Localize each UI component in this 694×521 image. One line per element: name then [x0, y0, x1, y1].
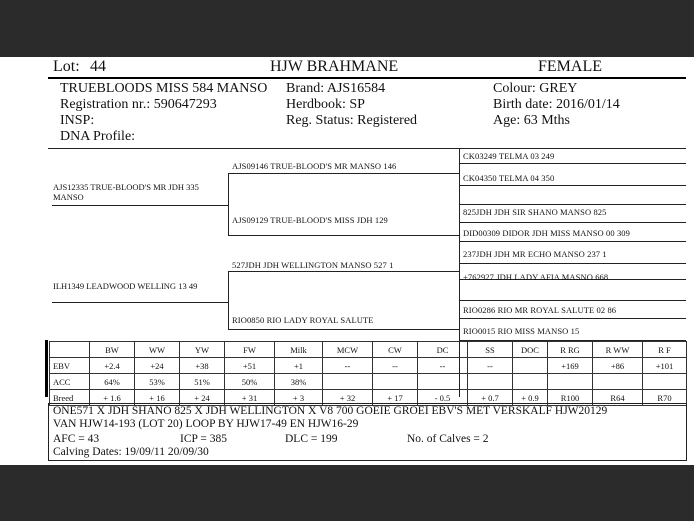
breed-cell: R70 [643, 390, 687, 406]
pedigree-ggp: 825JDH JDH SIR SHANO MANSO 825 [463, 207, 607, 217]
sire-line [52, 205, 228, 206]
ebv-cell: +1 [275, 358, 323, 374]
sire-bracket [228, 173, 229, 235]
calves-count: No. of Calves = 2 [407, 433, 489, 445]
acc-cell: 50% [225, 374, 275, 390]
header-divider [48, 77, 686, 79]
calving-dates: Calving Dates: 19/09/11 20/09/30 [53, 446, 209, 458]
lot-number: 44 [90, 58, 106, 75]
ebv-header-cell: CW [373, 342, 418, 358]
breed-cell: R64 [593, 390, 643, 406]
dna-profile: DNA Profile: [60, 129, 136, 144]
breed-cell: + 31 [225, 390, 275, 406]
ebv-cell: +51 [225, 358, 275, 374]
pedigree-sire-dam: AJS09129 TRUE-BLOOD'S MISS JDH 129 [232, 215, 388, 225]
herdbook: Herdbook: SP [286, 97, 365, 112]
breed-cell: + 32 [323, 390, 373, 406]
ebv-header-cell: WW [135, 342, 180, 358]
ggp-line [459, 204, 686, 205]
colour: Colour: GREY [493, 81, 578, 96]
catalogue-page [0, 57, 694, 465]
pedigree-dam-dam: RIO0850 RIO LADY ROYAL SALUTE [232, 315, 374, 325]
breed-cell: + 17 [373, 390, 418, 406]
pedigree-sire-sire: AJS09146 TRUE-BLOOD'S MR MANSO 146 [232, 161, 397, 171]
acc-cell [468, 374, 513, 390]
ebv-row [50, 358, 687, 374]
notes-bottom-border [48, 460, 687, 461]
acc-cell [323, 374, 373, 390]
ebv-header-cell: BW [90, 342, 135, 358]
brand: Brand: AJS16584 [286, 81, 386, 96]
acc-cell: 51% [180, 374, 225, 390]
dam-bracket [228, 271, 229, 329]
ebv-cell: +101 [643, 358, 687, 374]
acc-cell [373, 374, 418, 390]
ebv-cell: +169 [548, 358, 593, 374]
pedigree-ggp: CK03249 TELMA 03 249 [463, 151, 555, 161]
sire-sire-line [228, 173, 459, 174]
ebv-header-cell: DC [418, 342, 468, 358]
acc-cell: 38% [275, 374, 323, 390]
pedigree-ggp: +762927 JDH LADY AFIA MASNO 668 [463, 272, 609, 282]
ggp-line [459, 185, 686, 186]
acc-cell: 64% [90, 374, 135, 390]
ebv-header-cell: FW [225, 342, 275, 358]
ebv-header-cell: R F [643, 342, 687, 358]
ebv-header-cell: SS [468, 342, 513, 358]
pedigree-ggp: RIO0015 RIO MISS MANSO 15 [463, 326, 580, 336]
ebv-cell: +86 [593, 358, 643, 374]
dam-sire-line [228, 271, 459, 272]
pedigree-dam-sire: 527JDH JDH WELLINGTON MANSO 527 1 [232, 260, 394, 270]
ebv-cell [513, 358, 548, 374]
dlc-value: DLC = 199 [285, 433, 338, 445]
acc-row-label: ACC [50, 374, 90, 390]
ggp-line [459, 300, 686, 301]
ebv-cell: +2.4 [90, 358, 135, 374]
ebv-cell: -- [323, 358, 373, 374]
section-bracket [45, 340, 48, 397]
ebv-cell: -- [468, 358, 513, 374]
ebv-row-label: EBV [50, 358, 90, 374]
pedigree-ggp: RIO0286 RIO MR ROYAL SALUTE 02 86 [463, 305, 617, 315]
acc-cell [548, 374, 593, 390]
breed-cell: + 0.7 [468, 390, 513, 406]
registration-status: Reg. Status: Registered [286, 113, 418, 128]
breed-cell: + 1.6 [90, 390, 135, 406]
animal-name: TRUEBLOODS MISS 584 MANSO [60, 81, 268, 96]
ebv-header-cell: DOC [513, 342, 548, 358]
ggp-line [459, 263, 686, 264]
ggp-line [459, 163, 686, 164]
acc-row [50, 374, 687, 390]
breed-cell: + 3 [275, 390, 323, 406]
ebv-header-row [50, 342, 687, 358]
breed-cell: R100 [548, 390, 593, 406]
ebv-header-cell: R RG [548, 342, 593, 358]
ebv-header-cell [50, 342, 90, 358]
acc-cell [418, 374, 468, 390]
ggp-line [459, 241, 686, 242]
breed-cell: + 16 [135, 390, 180, 406]
acc-cell [513, 374, 548, 390]
ebv-header-cell: MCW [323, 342, 373, 358]
breed-row-label: Breed [50, 390, 90, 406]
ebv-cell: -- [373, 358, 418, 374]
ebv-cell: +38 [180, 358, 225, 374]
ebv-header-cell: R WW [593, 342, 643, 358]
insp: INSP: [60, 113, 95, 128]
afc-value: AFC = 43 [53, 433, 100, 445]
pedigree-ggp: 237JDH JDH MR ECHO MANSO 237 1 [463, 249, 607, 259]
acc-cell [643, 374, 687, 390]
notes-divider [48, 403, 686, 404]
notes-line-1: ONE571 X JDH SHANO 825 X JDH WELLINGTON X V8 700 GOEIE GROEI EBV'S MET VERSKALF HJW20129 [53, 405, 608, 417]
birth-date: Birth date: 2016/01/14 [493, 97, 620, 112]
registration-number: Registration nr.: 590647293 [60, 97, 217, 112]
dam-line [52, 302, 228, 303]
ebv-cell: +24 [135, 358, 180, 374]
ggp-line [459, 318, 686, 319]
ggp-line [459, 222, 686, 223]
pedigree-dam: ILH1349 LEADWOOD WELLING 13 49 [53, 281, 198, 291]
notes-right-border [686, 403, 687, 460]
notes-line-2: VAN HJW14-193 (LOT 20) LOOP BY HJW17-49 EN HJW16-29 [53, 418, 359, 430]
sire-dam-line [228, 235, 459, 236]
ebv-header-cell: Milk [275, 342, 323, 358]
ebv-table [49, 341, 687, 406]
icp-value: ICP = 385 [180, 433, 227, 445]
breed-cell: + 0.9 [513, 390, 548, 406]
pedigree-sire: AJS12335 TRUE-BLOOD'S MR JDH 335 MANSO [53, 182, 199, 202]
info-divider [48, 148, 686, 149]
breeder-name: HJW BRAHMANE [270, 58, 399, 75]
ebv-header-cell: YW [180, 342, 225, 358]
age: Age: 63 Mths [493, 113, 570, 128]
pedigree-ggp: CK04350 TELMA 04 350 [463, 173, 555, 183]
animal-sex: FEMALE [538, 58, 602, 75]
acc-cell: 53% [135, 374, 180, 390]
breed-cell: - 0.5 [418, 390, 468, 406]
pedigree-ggp: DID00309 DIDOR JDH MISS MANSO 00 309 [463, 228, 631, 238]
ebv-cell: -- [418, 358, 468, 374]
notes-left-border [48, 403, 49, 460]
breed-cell: + 24 [180, 390, 225, 406]
lot-label: Lot: [53, 58, 80, 75]
acc-cell [593, 374, 643, 390]
dam-dam-line [228, 329, 459, 330]
